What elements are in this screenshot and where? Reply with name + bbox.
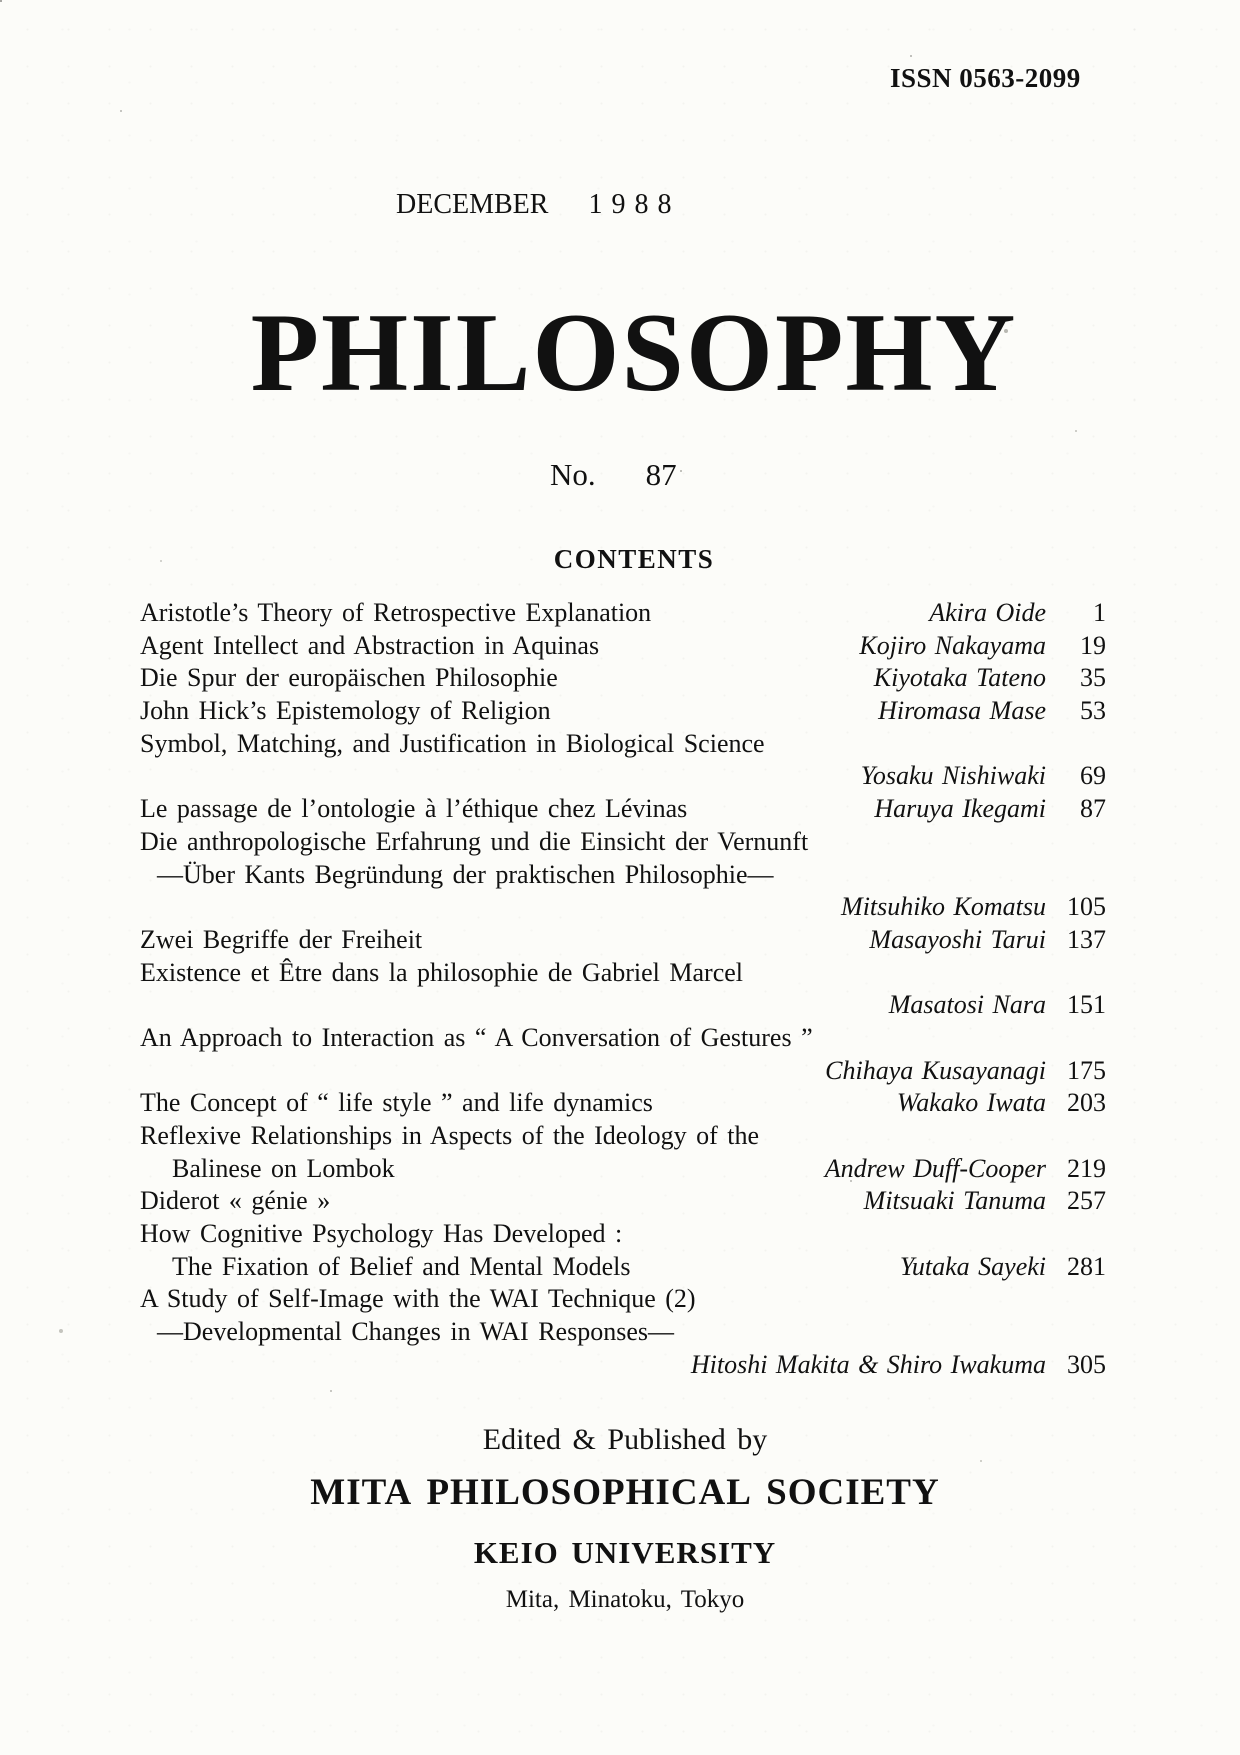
toc-title: Die Spur der europäischen Philosophie [140,663,558,693]
toc-page-number: 257 [1067,1186,1106,1216]
toc-author: Masatosi Nara [888,990,1046,1020]
toc-row [140,1252,1106,1285]
toc-title: Symbol, Matching, and Justification in Biological Science [140,728,765,758]
toc-row [140,1154,1106,1187]
toc-row [140,1088,1106,1121]
toc-title: Aristotle’s Theory of Retrospective Explanation [140,598,652,627]
toc-page-number: 137 [1067,924,1106,954]
toc-title: Diderot « génie » [140,1186,331,1216]
publisher-name: MITA PHILOSOPHICAL SOCIETY [310,1472,940,1513]
toc-page-number: 219 [1067,1153,1106,1183]
toc-row [140,925,1106,958]
toc-author: Mitsuhiko Komatsu [841,892,1046,922]
toc-page-number: 35 [1080,663,1106,693]
toc-author: Chihaya Kusayanagi [825,1055,1046,1085]
toc-row [140,663,1106,696]
issue-number [550,457,677,493]
issue-number-label: No. [550,457,596,492]
journal-title: PHILOSOPHY [250,291,1018,415]
toc-page-number: 281 [1067,1251,1106,1281]
toc-author: Masayoshi Tarui [869,924,1046,954]
toc-author: Hiromasa Mase [878,696,1046,726]
toc-row [140,761,1106,794]
toc-page-number: 305 [1067,1349,1106,1379]
toc-row [140,1023,1106,1056]
issue-date-line [396,189,680,221]
toc-page-number: 53 [1080,696,1106,726]
issue-number-value: 87 [645,457,677,492]
toc-row [140,860,1106,893]
toc-page-number: 1 [1093,598,1106,627]
toc-row [140,1056,1106,1089]
toc-author: Andrew Duff-Cooper [824,1153,1046,1183]
issue-month: DECEMBER [396,189,549,220]
toc-title: Balinese on Lombok [172,1153,395,1183]
issue-year: 1988 [588,189,681,220]
edited-by-line: Edited & Published by [482,1423,768,1456]
scan-speckle [0,0,2,2]
toc-page-number: 69 [1080,761,1106,791]
contents-heading: CONTENTS [553,544,715,574]
publisher-address: Mita, Minatoku, Tokyo [505,1586,745,1613]
toc-row [140,598,1106,631]
toc-title: The Fixation of Belief and Mental Models [172,1251,631,1281]
toc-author: Yosaku Nishiwaki [860,761,1046,791]
toc-row [140,827,1106,860]
toc-title: —Developmental Changes in WAI Responses— [157,1317,674,1347]
table-of-contents [140,598,1106,1383]
toc-page-number: 151 [1067,990,1106,1020]
toc-title: Agent Intellect and Abstraction in Aquinas [140,630,600,660]
toc-title: A Study of Self-Image with the WAI Technique (2) [140,1284,696,1314]
toc-row [140,958,1106,991]
toc-row [140,1350,1106,1383]
toc-title: Reflexive Relationships in Aspects of the Ideology of the [140,1121,759,1150]
toc-author: Hitoshi Makita & Shiro Iwakuma [690,1349,1046,1379]
toc-author: Yutaka Sayeki [899,1251,1046,1281]
toc-author: Kojiro Nakayama [859,630,1046,660]
toc-title: How Cognitive Psychology Has Developed : [140,1219,623,1249]
toc-row [140,729,1106,762]
toc-title: Zwei Begriffe der Freiheit [140,924,423,954]
toc-title: Die anthropologische Erfahrung und die Einsicht der Vernunft [140,826,809,856]
toc-title: —Über Kants Begründung der praktischen Philosophie— [157,859,774,889]
toc-title: An Approach to Interaction as “ A Conversation of Gestures ” [140,1022,813,1052]
toc-author: Wakako Iwata [896,1088,1046,1118]
toc-row [140,794,1106,827]
toc-author: Kiyotaka Tateno [873,663,1046,693]
toc-row [140,892,1106,925]
toc-row [140,990,1106,1023]
toc-row [140,1121,1106,1154]
toc-row [140,1219,1106,1252]
toc-author: Haruya Ikegami [874,794,1046,824]
issn-number: ISSN 0563-2099 [890,63,1081,93]
toc-author: Mitsuaki Tanuma [863,1186,1046,1216]
toc-row [140,1284,1106,1317]
toc-page-number: 203 [1067,1088,1106,1118]
toc-page-number: 87 [1080,794,1106,824]
toc-author: Akira Oide [929,598,1046,627]
toc-title: Existence et Être dans la philosophie de Gabriel Marcel [140,957,744,987]
toc-title: Le passage de l’ontologie à l’éthique chez Lévinas [140,794,688,824]
toc-row [140,1317,1106,1350]
toc-row [140,696,1106,729]
toc-row [140,631,1106,664]
toc-page-number: 19 [1080,630,1106,660]
toc-page-number: 105 [1067,892,1106,922]
toc-page-number: 175 [1067,1055,1106,1085]
toc-title: John Hick’s Epistemology of Religion [140,696,551,726]
toc-row [140,1186,1106,1219]
toc-title: The Concept of “ life style ” and life dynamics [140,1088,653,1118]
university-name: KEIO UNIVERSITY [473,1535,777,1570]
